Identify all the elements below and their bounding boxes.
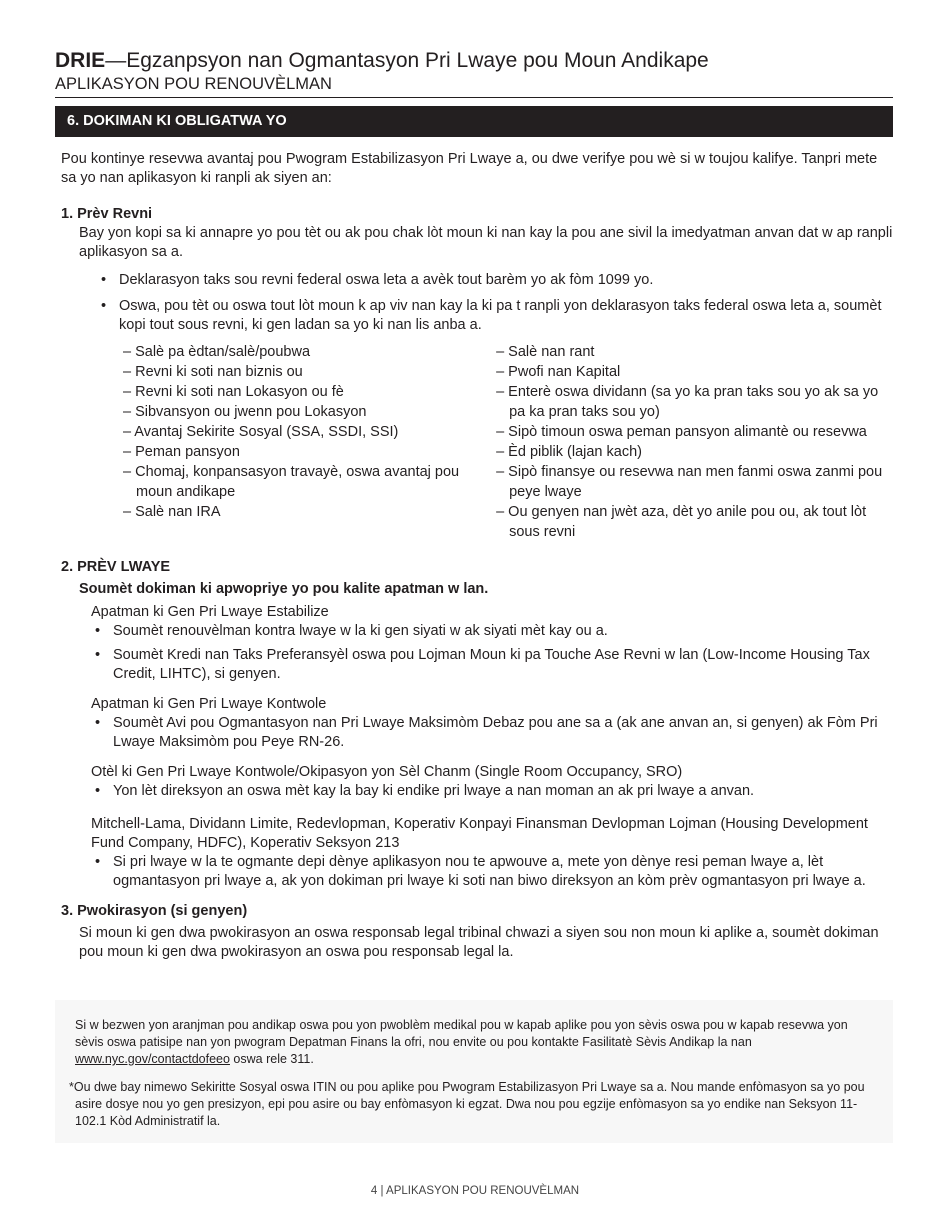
stabilized-bullet-2: • Soumèt Kredi nan Taks Preferansyèl oswa pou Lojman Moun ki pa Touche Ase Revni w lan (Low-Income Housing Tax Credit, LIHTC), si genyen. <box>113 646 893 684</box>
income-text: Bay yon kopi sa ki annapre yo pou tèt ou ak pou chak lòt moun ki nan kay la pou ane sivil la imedyatman anvan dat w ap ranpli aplikasyon sa a. <box>79 225 893 260</box>
title-acronym: DRIE <box>55 49 106 72</box>
stabilized-bullet-1: • Soumèt renouvèlman kontra lwaye w la ki gen siyati w ak siyati mèt kay ou a. <box>113 622 893 641</box>
income-source-item: – Pwofi nan Kapital <box>496 364 621 380</box>
income-section <box>61 205 893 542</box>
section-intro: Pou kontinye resevwa avantaj pou Pwogram Estabilizasyon Pri Lwaye a, ou dwe verifye pou wè si w toujou kalifye. Tanpri mete sa yo nan aplikasyon ki ranpli ak siyen an: <box>61 151 878 186</box>
income-bullets <box>119 271 893 335</box>
income-source-item: – Salè pa èdtan/salè/poubwa <box>123 344 311 360</box>
income-source-item: – Salè nan IRA <box>123 504 221 520</box>
hotel-bullets <box>113 782 893 801</box>
page-subtitle: APLIKASYON POU RENOUVÈLMAN <box>55 74 893 98</box>
mitchell-bullet-1: • Si pri lwaye w la te ogmante depi dènye aplikasyon nou te apwouve a, mete yon dènye resi peman lwaye a, lèt ogmantasyon pri lwaye a, ak yon dokiman pri lwaye ki soti nan biwo direksyon an kòm prèv ogmantasyon pri lwaye a. <box>113 853 873 891</box>
proxy-text: Si moun ki gen dwa pwokirasyon an oswa responsab legal tribinal chwazi a siyen sou non moun ki aplike a, soumèt dokiman pou moun ki gen dwa pwokirasyon an oswa pou responsab legal la. <box>79 925 879 960</box>
ssn-notice: *Ou dwe bay nimewo Sekiritte Sosyal oswa ITIN ou pou aplike pou Pwogram Estabilizasyon Pri Lwaye sa a. Nou mande enfòmasyon sa yo pou asire dosye nou yo gen presizyon, epi pou asire ou bay enfòmasyon ki egzat. Dwa nou pou egzije enfòmasyon sa yo endike nan Seksyon 11-102.1 Kòd Administratif la. <box>69 1080 865 1128</box>
rent-section <box>61 558 893 891</box>
mitchell-heading: Mitchell-Lama, Dividann Limite, Redevlopman, Koperativ Konpayi Finansman Devlopman Lojman (Housing Development Fund Company, HDFC), Koperativ Seksyon 213 <box>91 816 868 851</box>
contact-link[interactable]: www.nyc.gov/contactdofeeo <box>75 1052 230 1066</box>
income-source-item: – Salè nan rant <box>496 344 595 360</box>
stabilized-bullets <box>113 622 893 684</box>
income-source-item: – Sipò timoun oswa peman pansyon alimantè ou resevwa <box>496 424 867 440</box>
accommodation-text-end: oswa rele 311. <box>229 1052 314 1066</box>
accommodation-notice <box>75 1017 873 1068</box>
income-source-item: – Sipò finansye ou resevwa nan men fanmi oswa zanmi pou peye lwaye <box>496 464 883 500</box>
proxy-heading: 3. Pwokirasyon (si genyen) <box>61 903 248 919</box>
income-bullet-2: • Oswa, pou tèt ou oswa tout lòt moun k ap viv nan kay la ki pa t ranpli yon deklarasyon taks federal oswa leta a, soumèt kopi tout sous revni, ki gen ladan sa yo ki nan lis anba a. <box>119 297 893 335</box>
income-source-item: – Revni ki soti nan Lokasyon ou fè <box>123 384 344 400</box>
income-bullet-1: • Deklarasyon taks sou revni federal oswa leta a avèk tout barèm yo ak fòm 1099 yo. <box>119 271 893 290</box>
hotel-bullet-1: • Yon lèt direksyon an oswa mèt kay la bay ki endike pri lwaye a nan moman an ak pri lwaye a anvan. <box>113 782 893 801</box>
income-source-item: – Sibvansyon ou jwenn pou Lokasyon <box>123 404 367 420</box>
income-source-item: – Revni ki soti nan biznis ou <box>123 364 303 380</box>
income-source-item: – Peman pansyon <box>123 444 240 460</box>
title-text: —Egzanpsyon nan Ogmantasyon Pri Lwaye pou Moun Andikape <box>105 49 709 72</box>
income-source-item: – Avantaj Sekirite Sosyal (SSA, SSDI, SSI) <box>123 424 399 440</box>
income-sources-columns <box>123 342 893 542</box>
proxy-section <box>61 902 893 962</box>
section-heading-bar: 6. DOKIMAN KI OBLIGATWA YO <box>55 106 893 137</box>
income-source-item: – Ou genyen nan jwèt aza, dèt yo anile pou ou, ak tout lòt sous revni <box>496 504 867 540</box>
page-title <box>55 48 893 74</box>
page-footer: 4 | APLIKASYON POU RENOUVÈLMAN <box>370 1185 580 1197</box>
income-source-item: – Enterè oswa dividann (sa yo ka pran taks sou yo ak sa yo pa ka pran taks sou yo) <box>496 384 879 420</box>
accommodation-notice-box <box>55 1000 893 1143</box>
income-heading: 1. Prèv Revni <box>61 206 153 222</box>
controlled-heading: Apatman ki Gen Pri Lwaye Kontwole <box>91 696 327 712</box>
hotel-heading: Otèl ki Gen Pri Lwaye Kontwole/Okipasyon yon Sèl Chanm (Single Room Occupancy, SRO) <box>91 764 683 780</box>
income-sources-right <box>496 342 893 542</box>
income-source-item: – Èd piblik (lajan kach) <box>496 444 642 460</box>
document-page <box>55 48 893 962</box>
rent-subheading: Soumèt dokiman ki apwopriye yo pou kalite apatman w lan. <box>79 581 489 597</box>
income-source-item: – Chomaj, konpansasyon travayè, oswa avantaj pou moun andikape <box>123 464 460 500</box>
accommodation-text: Si w bezwen yon aranjman pou andikap oswa pou yon pwoblèm medikal pou w kapab aplike pou yon sèvis oswa pou w kapab resevwa yon sèvis oswa patisipe nan yon pwogram Depatman Finans la ofri, nou envite ou pou kontakte Fasilitatè Sèvis Andikap la nan <box>75 1018 848 1049</box>
mitchell-bullets <box>113 853 893 891</box>
income-sources-left <box>123 342 496 542</box>
rent-heading: 2. PRÈV LWAYE <box>61 559 171 575</box>
controlled-bullet-1: • Soumèt Avi pou Ogmantasyon nan Pri Lwaye Maksimòm Debaz pou ane sa a (ak ane anvan an, si genyen) ak Fòm Pri Lwaye Maksimòm pou Peye RN-26. <box>113 714 893 752</box>
stabilized-heading: Apatman ki Gen Pri Lwaye Estabilize <box>91 604 329 620</box>
controlled-bullets <box>113 714 893 752</box>
